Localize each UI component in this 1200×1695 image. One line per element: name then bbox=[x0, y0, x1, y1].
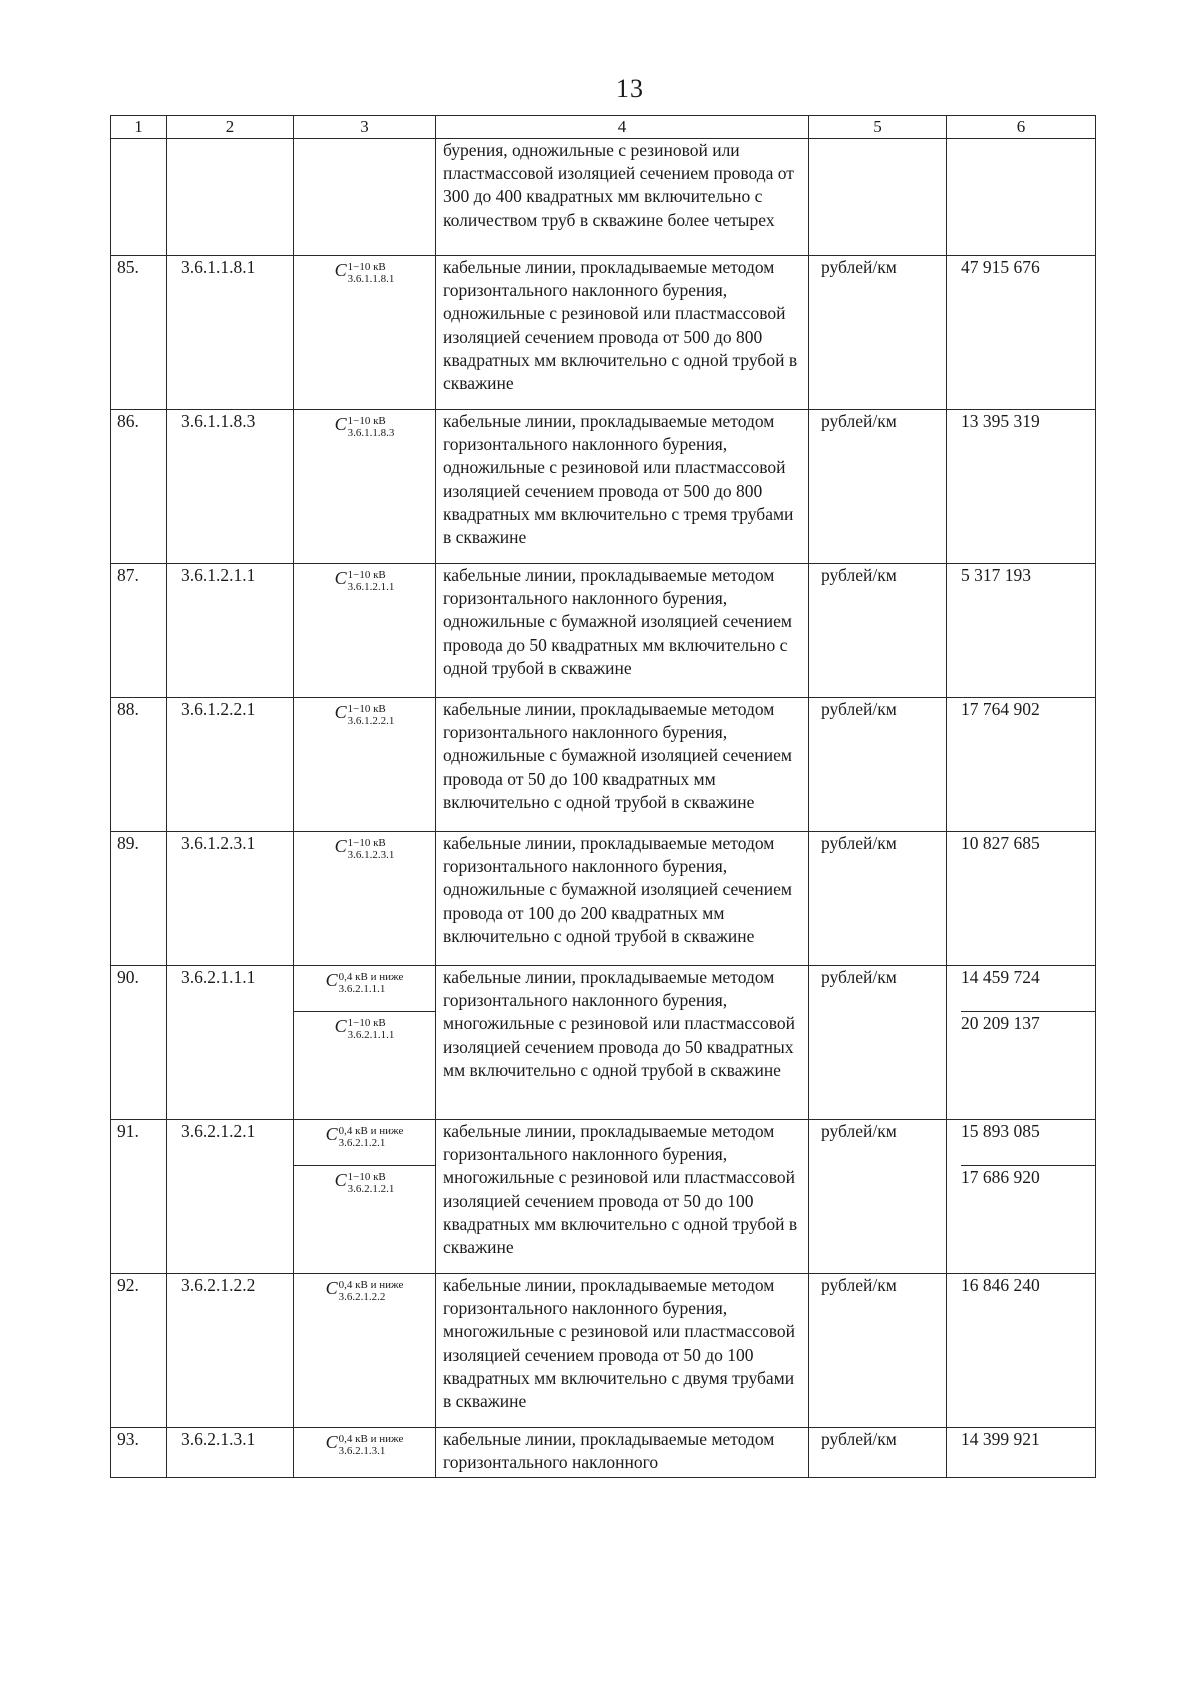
row-description: кабельные линии, прокладываемые методом горизонтального наклонного бурения, одножильные с бумажной изоляцией сечением провода от 50 до 100 квадратных мм включительно с одной трубой в скважине bbox=[436, 698, 809, 832]
rate-index: 3.6.1.1.8.3 bbox=[347, 427, 395, 439]
rate-formula bbox=[335, 1166, 395, 1195]
rate-index: 3.6.1.2.2.1 bbox=[347, 715, 395, 727]
row-unit: рублей/км bbox=[809, 410, 947, 564]
row-unit-cell bbox=[809, 139, 947, 256]
row-unit: рублей/км bbox=[809, 698, 947, 832]
row-description: кабельные линии, прокладываемые методом горизонтального наклонного бурения, многожильные с резиновой или пластмассовой изоляцией сечением провода от 50 до 100 квадратных мм включительно с двумя трубами в скважине bbox=[436, 1274, 809, 1428]
row-description: бурения, одножильные с резиновой или пластмассовой изоляцией сечением провода от 300 до 400 квадратных мм включительно с количеством труб в скважине более четырех bbox=[436, 139, 809, 256]
row-number: 85. bbox=[111, 256, 167, 410]
rate-letter: C bbox=[334, 414, 347, 434]
row-code: 3.6.1.1.8.1 bbox=[167, 256, 294, 410]
rate-letter: C bbox=[334, 1016, 347, 1036]
rate-symbol-cell bbox=[294, 1428, 436, 1478]
row-value-cell bbox=[947, 1120, 1096, 1274]
rate-value: 14 459 724 bbox=[961, 966, 1095, 1012]
rate-voltage: 1−10 кВ bbox=[347, 415, 386, 427]
column-header: 5 bbox=[809, 116, 947, 139]
rate-index: 3.6.2.1.2.2 bbox=[338, 1291, 386, 1303]
rate-symbol-cell bbox=[294, 564, 436, 698]
rate-letter: C bbox=[334, 568, 347, 588]
rate-value: 17 686 920 bbox=[961, 1167, 1040, 1187]
row-code: 3.6.1.1.8.3 bbox=[167, 410, 294, 564]
row-value-cell bbox=[947, 564, 1096, 698]
row-number: 86. bbox=[111, 410, 167, 564]
rate-letter: C bbox=[325, 1278, 338, 1298]
table-row bbox=[111, 564, 1096, 698]
rate-value: 47 915 676 bbox=[961, 257, 1040, 277]
row-description: кабельные линии, прокладываемые методом горизонтального наклонного бурения, многожильные с резиновой или пластмассовой изоляцией сечением провода до 50 квадратных мм включительно с одной трубой в скважине bbox=[436, 966, 809, 1120]
rate-voltage: 1−10 кВ bbox=[347, 569, 386, 581]
rate-index: 3.6.2.1.1.1 bbox=[338, 983, 386, 995]
row-number: 92. bbox=[111, 1274, 167, 1428]
row-description: кабельные линии, прокладываемые методом горизонтального наклонного bbox=[436, 1428, 809, 1478]
table-row bbox=[111, 410, 1096, 564]
rate-index: 3.6.1.1.8.1 bbox=[347, 273, 395, 285]
rate-voltage: 1−10 кВ bbox=[347, 1017, 386, 1029]
row-unit: рублей/км bbox=[809, 564, 947, 698]
row-value-cell bbox=[947, 1428, 1096, 1478]
rate-symbol bbox=[294, 1274, 435, 1303]
row-value-cell bbox=[947, 139, 1096, 256]
rate-value: 13 395 319 bbox=[961, 411, 1040, 431]
rate-value: 15 893 085 bbox=[961, 1120, 1095, 1166]
rate-symbol-cell bbox=[294, 832, 436, 966]
row-number: 89. bbox=[111, 832, 167, 966]
rate-index: 3.6.2.1.2.1 bbox=[347, 1183, 395, 1195]
row-number: 93. bbox=[111, 1428, 167, 1478]
rate-formula bbox=[335, 410, 395, 439]
rate-voltage: 1−10 кВ bbox=[347, 837, 386, 849]
rate-value: 16 846 240 bbox=[961, 1275, 1040, 1295]
column-header: 2 bbox=[167, 116, 294, 139]
rate-symbol-cell bbox=[294, 139, 436, 256]
rate-voltage: 0,4 кВ и ниже bbox=[338, 1433, 404, 1445]
rate-formula bbox=[335, 564, 395, 593]
rate-voltage: 0,4 кВ и ниже bbox=[338, 971, 404, 983]
rate-index: 3.6.1.2.1.1 bbox=[347, 581, 395, 593]
rate-value: 20 209 137 bbox=[961, 1013, 1040, 1033]
table-row bbox=[111, 1120, 1096, 1274]
row-code: 3.6.1.2.1.1 bbox=[167, 564, 294, 698]
row-unit: рублей/км bbox=[809, 1120, 947, 1274]
rate-symbol-cell bbox=[294, 1120, 436, 1274]
row-code: 3.6.2.1.1.1 bbox=[167, 966, 294, 1120]
row-value-cell bbox=[947, 832, 1096, 966]
column-number-header bbox=[111, 116, 1096, 139]
rate-symbol bbox=[294, 698, 435, 727]
column-header: 3 bbox=[294, 116, 436, 139]
table-row bbox=[111, 1428, 1096, 1478]
row-unit: рублей/км bbox=[809, 832, 947, 966]
table-row bbox=[111, 966, 1096, 1120]
row-number-cell bbox=[111, 139, 167, 256]
rate-symbol-cell bbox=[294, 966, 436, 1120]
rate-symbol bbox=[294, 1166, 435, 1195]
rate-letter: C bbox=[334, 836, 347, 856]
rate-symbol bbox=[294, 1120, 435, 1166]
row-code-cell bbox=[167, 139, 294, 256]
table-row bbox=[111, 1274, 1096, 1428]
tariff-table bbox=[110, 115, 1096, 1478]
continuation-row bbox=[111, 139, 1096, 256]
rate-symbol bbox=[294, 1012, 435, 1041]
rate-value: 14 399 921 bbox=[961, 1429, 1040, 1449]
rate-letter: C bbox=[334, 260, 347, 280]
table-row bbox=[111, 256, 1096, 410]
row-value-cell bbox=[947, 698, 1096, 832]
rate-formula bbox=[335, 698, 395, 727]
row-description: кабельные линии, прокладываемые методом горизонтального наклонного бурения, одножильные с бумажной изоляцией сечением провода от 100 до 200 квадратных мм включительно с одной трубой в скважине bbox=[436, 832, 809, 966]
row-unit: рублей/км bbox=[809, 1428, 947, 1478]
row-code: 3.6.2.1.2.1 bbox=[167, 1120, 294, 1274]
rate-index: 3.6.2.1.3.1 bbox=[338, 1445, 386, 1457]
rate-letter: C bbox=[325, 1124, 338, 1144]
rate-symbol-cell bbox=[294, 698, 436, 832]
rate-formula bbox=[326, 1274, 404, 1303]
row-unit: рублей/км bbox=[809, 1274, 947, 1428]
rate-formula bbox=[326, 1120, 404, 1149]
rate-index: 3.6.2.1.1.1 bbox=[347, 1029, 395, 1041]
rate-symbol bbox=[294, 564, 435, 593]
rate-voltage: 0,4 кВ и ниже bbox=[338, 1279, 404, 1291]
rate-symbol bbox=[294, 1428, 435, 1457]
rate-symbol bbox=[294, 410, 435, 439]
row-code: 3.6.2.1.2.2 bbox=[167, 1274, 294, 1428]
row-description: кабельные линии, прокладываемые методом горизонтального наклонного бурения, одножильные с резиновой или пластмассовой изоляцией сечением провода от 500 до 800 квадратных мм включительно с тремя трубами в скважине bbox=[436, 410, 809, 564]
row-value-cell bbox=[947, 256, 1096, 410]
rate-voltage: 1−10 кВ bbox=[347, 1171, 386, 1183]
row-code: 3.6.1.2.3.1 bbox=[167, 832, 294, 966]
row-unit: рублей/км bbox=[809, 966, 947, 1120]
row-description: кабельные линии, прокладываемые методом горизонтального наклонного бурения, многожильные с резиновой или пластмассовой изоляцией сечением провода от 50 до 100 квадратных мм включительно с одной трубой в скважине bbox=[436, 1120, 809, 1274]
rate-symbol bbox=[294, 256, 435, 285]
row-value-cell bbox=[947, 410, 1096, 564]
rate-formula bbox=[335, 256, 395, 285]
rate-value: 10 827 685 bbox=[961, 833, 1040, 853]
table-row bbox=[111, 832, 1096, 966]
rate-symbol-cell bbox=[294, 410, 436, 564]
rate-letter: C bbox=[325, 1432, 338, 1452]
rate-formula bbox=[335, 1012, 395, 1041]
rate-symbol bbox=[294, 966, 435, 1012]
row-value-cell bbox=[947, 966, 1096, 1120]
column-header: 4 bbox=[436, 116, 809, 139]
rate-letter: C bbox=[334, 1170, 347, 1190]
row-number: 87. bbox=[111, 564, 167, 698]
rate-voltage: 1−10 кВ bbox=[347, 703, 386, 715]
row-value-cell bbox=[947, 1274, 1096, 1428]
rate-symbol-cell bbox=[294, 1274, 436, 1428]
row-description: кабельные линии, прокладываемые методом горизонтального наклонного бурения, одножильные с резиновой или пластмассовой изоляцией сечением провода от 500 до 800 квадратных мм включительно с одной трубой в скважине bbox=[436, 256, 809, 410]
rate-formula bbox=[326, 1428, 404, 1457]
row-unit: рублей/км bbox=[809, 256, 947, 410]
rate-symbol bbox=[294, 832, 435, 861]
row-code: 3.6.1.2.2.1 bbox=[167, 698, 294, 832]
rate-index: 3.6.2.1.2.1 bbox=[338, 1137, 386, 1149]
page-number: 13 bbox=[616, 74, 644, 103]
row-number: 90. bbox=[111, 966, 167, 1120]
row-description: кабельные линии, прокладываемые методом горизонтального наклонного бурения, одножильные с бумажной изоляцией сечением провода до 50 квадратных мм включительно с одной трубой в скважине bbox=[436, 564, 809, 698]
table-row bbox=[111, 698, 1096, 832]
rate-value: 17 764 902 bbox=[961, 699, 1040, 719]
rate-symbol-cell bbox=[294, 256, 436, 410]
row-code: 3.6.2.1.3.1 bbox=[167, 1428, 294, 1478]
rate-voltage: 0,4 кВ и ниже bbox=[338, 1125, 404, 1137]
rate-formula bbox=[326, 966, 404, 995]
rate-formula bbox=[335, 832, 395, 861]
row-number: 88. bbox=[111, 698, 167, 832]
rate-letter: C bbox=[325, 970, 338, 990]
row-number: 91. bbox=[111, 1120, 167, 1274]
rate-voltage: 1−10 кВ bbox=[347, 261, 386, 273]
column-header: 6 bbox=[947, 116, 1096, 139]
rate-value: 5 317 193 bbox=[961, 565, 1031, 585]
column-header: 1 bbox=[111, 116, 167, 139]
rate-letter: C bbox=[334, 702, 347, 722]
rate-index: 3.6.1.2.3.1 bbox=[347, 849, 395, 861]
